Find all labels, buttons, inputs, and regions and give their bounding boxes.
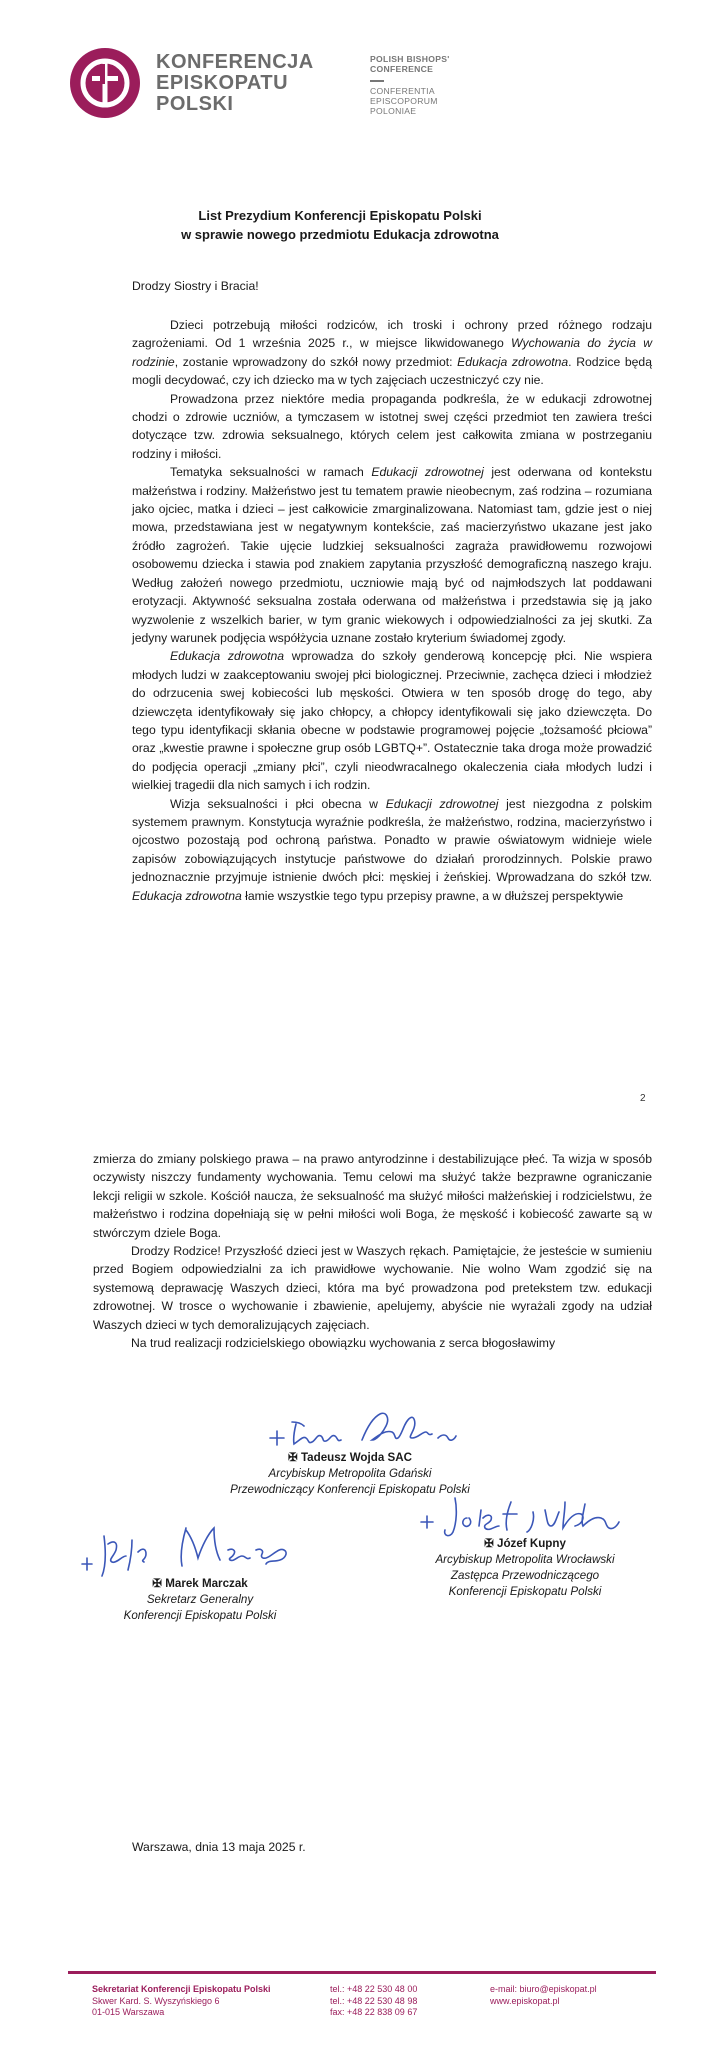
- signatory-name: ✠ Józef Kupny: [484, 1537, 566, 1550]
- cross-emblem-icon: [70, 48, 140, 118]
- letter-body-page2: [93, 1150, 652, 1352]
- logo-latin-name: [370, 86, 480, 116]
- paragraph-3: Tematyka seksualności w ramach Edukacji zdrowotnej jest oderwana od kontekstu małżeństwa i rodziny. Małżeństwo jest tu tematem prawie nieobecnym, zaś rodzina – rozumiana jako ojciec, matka i dzieci – jest całkowicie zmarginalizowana. Natomiast tam, gdzie jest o niej mowa, przedstawiana jest w negatywnym kontekście, zaś macierzyństwo ukazane jest jako źródło zagrożeń. Takie ujęcie ludzkiej seksualności zagraża prawidłowemu rozwojowi osobowemu dziecka i stawia pod znakiem zapytania przyszłość demograficzną naszego kraju. Według założeń nowego przedmiotu, uczniowie mają być od najmłodszych lat poddawani erotyzacji. Aktywność seksualna została oderwana od małżeństwa i przedstawia się ją jako wyzwolenie z wszelkich barier, w tym granic wiekowych i odpowiedzialności za jej skutki. Za jedyny warunek podjęcia współżycia uznane zostało kryterium świadomej zgody.: [132, 465, 652, 645]
- signatory-role: Zastępca Przewodniczącego: [450, 1569, 600, 1582]
- signatory-name: ✠ Marek Marczak: [152, 1577, 248, 1590]
- paragraph-7: Drodzy Rodzice! Przyszłość dzieci jest w Waszych rękach. Pamiętajcie, że jesteście w sumieniu przed Bogiem odpowiedzialni za ich prawidłowe wychowanie. Nie wolno Wam zgodzić się na systemową deprawację Waszych dzieci, która ma być prowadzona pod pretekstem tzw. edukacji zdrowotnej. W trosce o wychowanie i zbawienie, apelujemy, abyście nie wyrażali zgody na udział Waszych dzieci w tych demoralizujących zajęciach.: [93, 1244, 652, 1332]
- paragraph-8: Na trud realizacji rodzicielskiego obowiązku wychowania z serca błogosławimy: [131, 1336, 556, 1351]
- letter-title: [130, 206, 550, 244]
- footer-street: Skwer Kard. S. Wyszyńskiego 6: [92, 1995, 220, 2006]
- paragraph-6: zmierza do zmiany polskiego prawa – na prawo antyrodzinne i destabilizujące płeć. Ta wizja w sposób oczywisty niszczy fundamenty wychowania. Temu celowi ma służyć także bezprawne ograniczanie lekcji religii w szkole. Kościół naucza, że seksualność ma służyć miłości małżeńskiej i rodzicielstwu, że małżeństwo i rodzina dopełniają się w pełni miłości woli Boga, że męskość i kobiecość zawarte są w stwórczym dziele Boga.: [93, 1152, 652, 1240]
- logo-en-line: POLISH BISHOPS': [370, 54, 450, 64]
- signatory-role: Arcybiskup Metropolita Wrocławski: [435, 1553, 615, 1566]
- footer-phones: [330, 1984, 460, 2019]
- footer-fax: fax: +48 22 838 09 67: [330, 2007, 418, 2017]
- signatory-role: Konferencji Episkopatu Polski: [448, 1585, 602, 1598]
- footer-org: Sekretariat Konferencji Episkopatu Polski: [92, 1984, 271, 1994]
- signature-block-chairman: [180, 1450, 520, 1498]
- greeting: Drodzy Siostry i Bracia!: [132, 279, 259, 293]
- logo-line: EPISKOPATU: [156, 72, 289, 94]
- signatory-role: Konferencji Episkopatu Polski: [123, 1609, 277, 1622]
- title-line: w sprawie nowego przedmiotu Edukacja zdrowotna: [181, 227, 499, 242]
- footer-tel2: tel.: +48 22 530 48 98: [330, 1995, 418, 2006]
- conference-logo-name: [156, 52, 356, 115]
- footer-address: [92, 1984, 302, 2019]
- logo-divider: [370, 80, 384, 82]
- footer-website-link[interactable]: www.episkopat.pl: [490, 1995, 560, 2006]
- paragraph-1: Dzieci potrzebują miłości rodziców, ich troski i ochrony przed różnego rodzaju zagrożeniami. Od 1 września 2025 r., w miejsce likwidowanego Wychowania do życia w rodzinie, zostanie wprowadzony do szkół nowy przedmiot: Edukacja zdrowotna. Rodzice będą mogli decydować, czy ich dziecko ma w tych zajęciach uczestniczyć czy nie.: [132, 318, 652, 388]
- letter-body-page1: [132, 316, 652, 905]
- page-number: 2: [640, 1093, 646, 1104]
- footer-tel1: tel.: +48 22 530 48 00: [330, 1984, 418, 1994]
- logo-la-line: EPISCOPORUM: [370, 96, 438, 106]
- logo-english-name: [370, 54, 480, 74]
- signatory-name: ✠ Tadeusz Wojda SAC: [288, 1451, 412, 1464]
- paragraph-2: Prowadzona przez niektóre media propaganda podkreśla, że w edukacji zdrowotnej chodzi o zdrowie uczniów, a tymczasem w istotnej swej części przedmiot ten zawiera treści dotyczące tzw. zdrowia seksualnego, których celem jest całkowita zmiana w postrzeganiu rodziny i miłości.: [132, 391, 652, 461]
- logo-la-line: CONFERENTIA: [370, 86, 435, 96]
- conference-logo-emblem: [70, 48, 140, 118]
- logo-line: POLSKI: [156, 93, 234, 115]
- signatory-role: Sekretarz Generalny: [146, 1593, 254, 1606]
- signatory-role: Przewodniczący Konferencji Episkopatu Polski: [230, 1483, 470, 1496]
- logo-line: KONFERENCJA: [156, 51, 314, 73]
- signature-block-vice-chairman: [385, 1536, 665, 1600]
- logo-la-line: POLONIAE: [370, 106, 417, 116]
- footer-email-link[interactable]: e-mail: biuro@episkopat.pl: [490, 1984, 597, 1994]
- signature-block-secretary: [80, 1576, 320, 1624]
- paragraph-4: Edukacja zdrowotna wprowadza do szkoły genderową koncepcję płci. Nie wspiera młodych ludzi w zaakceptowaniu swojej płci biologicznej. Przeciwnie, zachęca dzieci i młodzież do odrzucenia swej kobiecości lub męskości. Otwiera w ten sposób drogę do tego, aby dziewczęta identyfikowały się jako chłopcy, a chłopcy identyfikowali się jako dziewczęta. Do tego typu identyfikacji skłania obecne w podstawie programowej pojęcie „tożsamość płciowa” oraz „kwestie prawne i społeczne grup osób LGBTQ+”. Ostatecznie taka droga może prowadzić do podjęcia operacji „zmiany płci”, czyli nieodwracalnego okaleczenia ciała młodych ludzi i wielkiej tragedii dla nich samych i ich rodzin.: [132, 649, 652, 793]
- footer-divider: [68, 1971, 656, 1974]
- title-line: List Prezydium Konferencji Episkopatu Polski: [198, 208, 482, 223]
- signatory-role: Arcybiskup Metropolita Gdański: [268, 1467, 432, 1480]
- place-and-date: Warszawa, dnia 13 maja 2025 r.: [132, 1840, 306, 1854]
- paragraph-5: Wizja seksualności i płci obecna w Edukacji zdrowotnej jest niezgodna z polskim systemem prawnym. Konstytucja wyraźnie podkreśla, że małżeństwo, rodzina, macierzyństwo i ojcostwo pozostają pod ochroną państwa. Ponadto w prawie oświatowym widnieje wiele zapisów zobowiązujących instytucje państwowe do działań prorodzinnych. Polskie prawo jednoznacznie przyjmuje istnienie dwóch płci: męskiej i żeńskiej. Wprowadzana do szkół tzw. Edukacja zdrowotna łamie wszystkie tego typu przepisy prawne, a w dłuższej perspektywie: [132, 796, 652, 903]
- logo-en-line: CONFERENCE: [370, 64, 434, 74]
- footer-city: 01-015 Warszawa: [92, 2007, 165, 2017]
- footer-contact: [490, 1984, 660, 2007]
